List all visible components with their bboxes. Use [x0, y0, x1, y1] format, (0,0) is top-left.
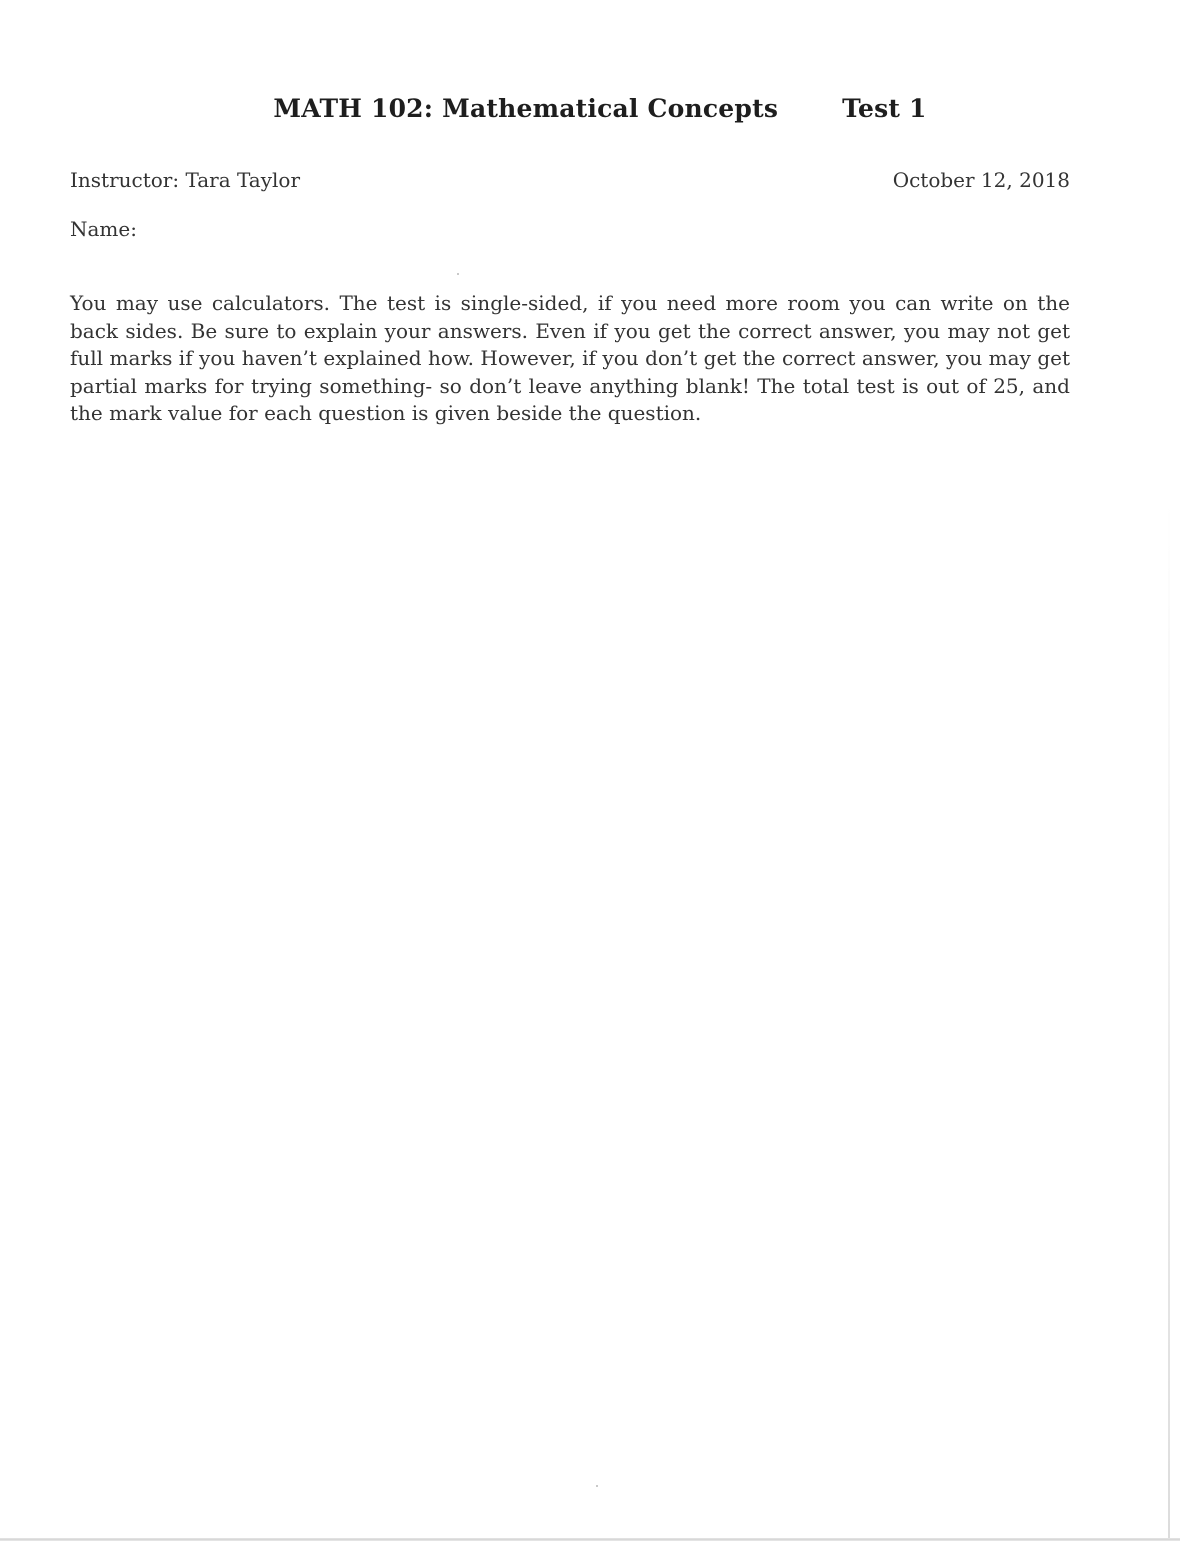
scan-edge-right — [1168, 500, 1170, 1540]
meta-row — [70, 168, 1070, 198]
instructions-paragraph: You may use calculators. The test is single-sided, if you need more room you can write on the back sides. Be sure to explain your answers. Even if you get the correct answer, you may not get full marks if you haven’t explained how. However, if you don’t get the correct answer, you may get partial marks for trying something- so don’t leave anything blank! The total test is out of 25, and the mark value for each question is given beside the question. — [70, 291, 1070, 425]
name-field-label: Name: — [70, 217, 137, 241]
scan-speck — [457, 273, 459, 275]
scan-speck — [596, 1485, 598, 1487]
page-title — [0, 94, 1200, 123]
test-label: Test 1 — [842, 94, 927, 123]
course-title: MATH 102: Mathematical Concepts — [273, 94, 779, 123]
instructor-line: Instructor: Tara Taylor — [70, 168, 301, 192]
scan-edge-bottom — [0, 1538, 1180, 1541]
test-date: October 12, 2018 — [892, 168, 1070, 192]
